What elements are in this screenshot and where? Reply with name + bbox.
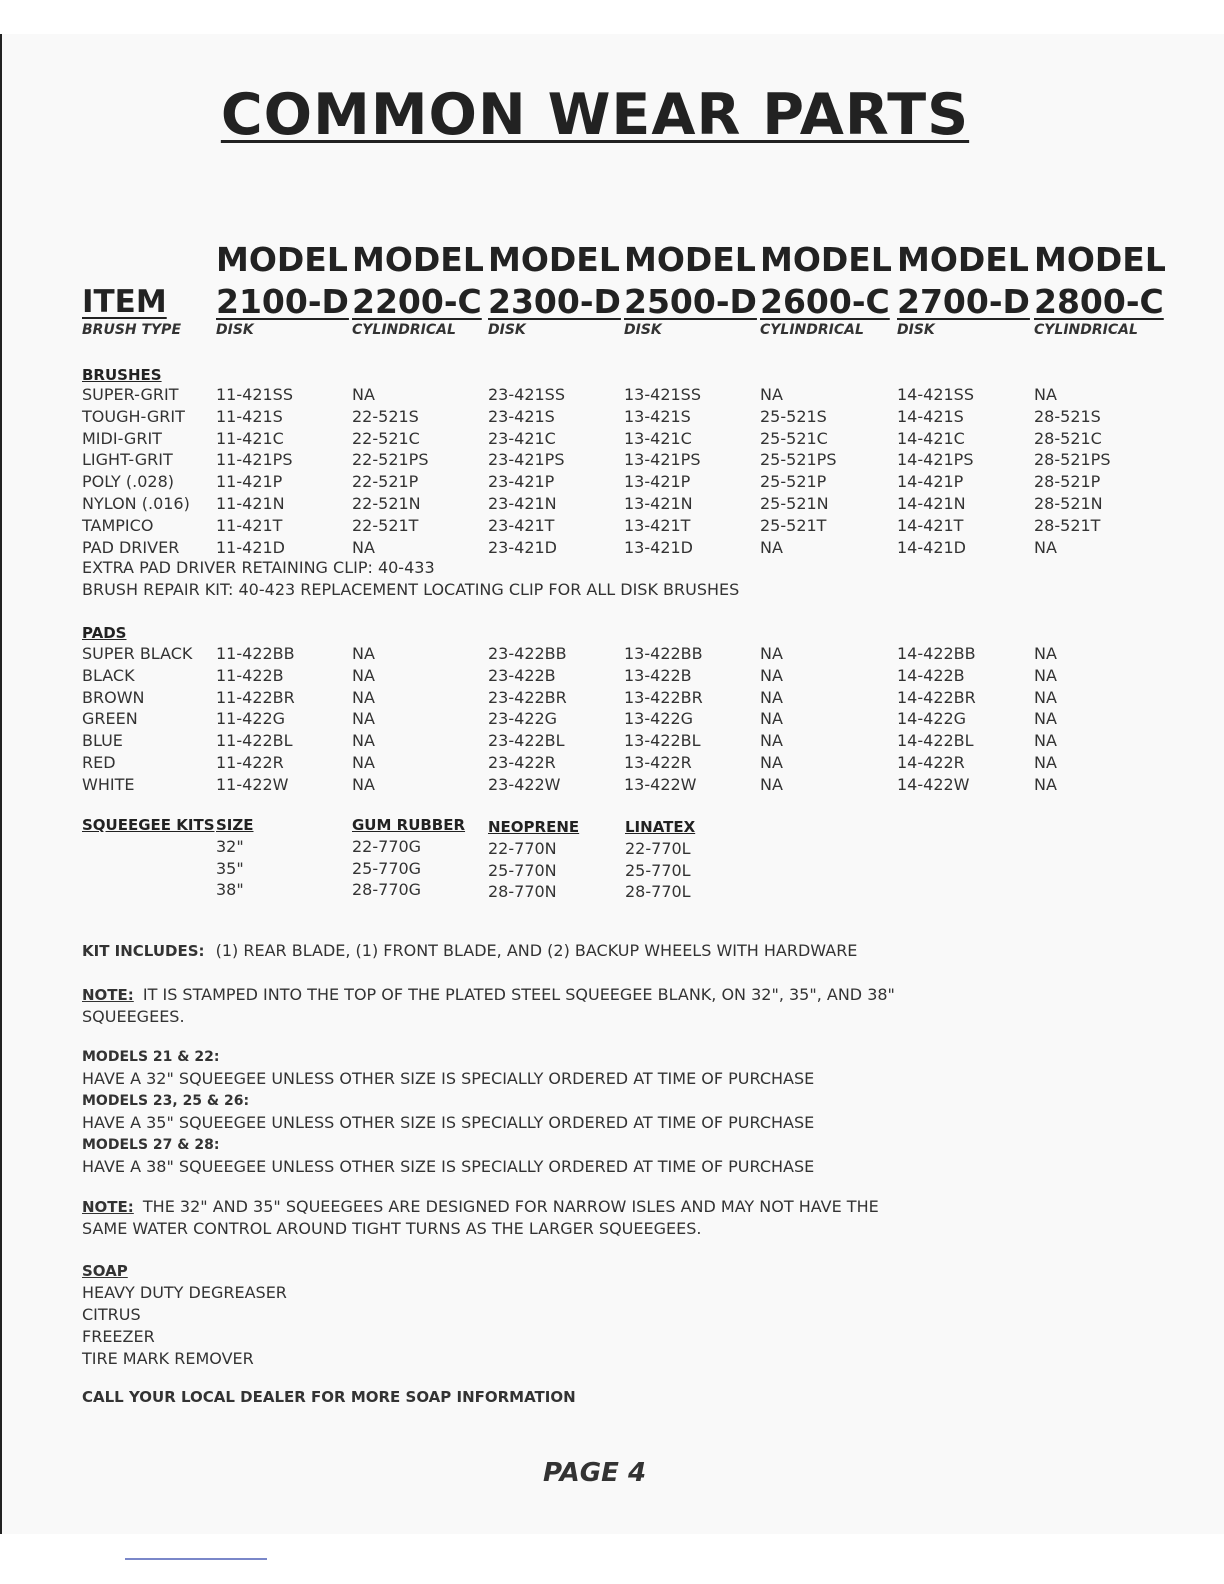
model-number-header: 2200-C <box>352 282 482 321</box>
models-21-22-label: MODELS 21 & 22: <box>82 1049 220 1065</box>
footer-link-line <box>125 1558 267 1560</box>
brush-type-value: DISK <box>216 322 254 338</box>
brush-part-number: 23-421C <box>488 428 556 448</box>
pad-part-number: 14-422BR <box>897 687 976 707</box>
soap-section <box>82 1260 287 1370</box>
model-number-header: 2800-C <box>1034 282 1164 321</box>
pad-part-number: 13-422G <box>624 709 694 729</box>
brush-part-number: 25-521S <box>760 406 827 426</box>
model-number-header: 2100-D <box>216 282 349 321</box>
brush-part-number: 28-521N <box>1034 494 1103 513</box>
pad-item-label: SUPER BLACK <box>82 644 193 663</box>
brush-part-number: 28-521PS <box>1034 450 1111 470</box>
brush-part-number: 23-421PS <box>488 450 565 470</box>
pad-part-number: 11-422R <box>216 753 284 772</box>
pad-part-number: NA <box>1034 731 1057 751</box>
pad-item-label: WHITE <box>82 774 135 794</box>
neoprene-part-number: 22-770N <box>488 839 557 858</box>
narrow-isles-note-line2: SAME WATER CONTROL AROUND TIGHT TURNS AS THE LARGER SQUEEGEES. <box>82 1219 702 1238</box>
page-left-edge <box>0 34 2 1534</box>
brush-part-number: 14-421D <box>897 537 966 557</box>
soap-item: CITRUS <box>82 1305 141 1324</box>
brush-part-number: 11-421SS <box>216 385 293 404</box>
pad-part-number: 14-422BL <box>897 731 974 751</box>
brush-part-number: 23-421D <box>488 537 557 557</box>
stamping-note-line1: IT IS STAMPED INTO THE TOP OF THE PLATED STEEL SQUEEGEE BLANK, ON 32", 35", AND 38" <box>142 985 895 1004</box>
models-27-28-text: HAVE A 38" SQUEEGEE UNLESS OTHER SIZE IS SPECIALLY ORDERED AT TIME OF PURCHASE <box>82 1157 815 1176</box>
brush-type-label: BRUSH TYPE <box>82 322 182 338</box>
kit-includes-text: (1) REAR BLADE, (1) FRONT BLADE, AND (2) BACKUP WHEELS WITH HARDWARE <box>215 941 858 960</box>
model-header-word: MODEL <box>216 240 348 279</box>
pad-item-label: GREEN <box>82 709 138 729</box>
brush-part-number: 23-421SS <box>488 385 565 404</box>
model-header-word: MODEL <box>1034 240 1166 279</box>
brush-part-number: 14-421SS <box>897 385 974 404</box>
brush-part-number: NA <box>1034 385 1057 404</box>
pad-part-number: NA <box>760 753 783 772</box>
pad-part-number: 13-422B <box>624 665 692 685</box>
pad-part-number: 14-422R <box>897 753 965 772</box>
pad-item-label: BROWN <box>82 687 145 707</box>
narrow-isles-note-line1: THE 32" AND 35" SQUEEGEES ARE DESIGNED FOR NARROW ISLES AND MAY NOT HAVE THE <box>142 1197 879 1216</box>
pad-part-number: NA <box>1034 665 1057 685</box>
pad-part-number: NA <box>760 644 783 663</box>
kit-includes-line <box>82 940 857 962</box>
pad-part-number: 13-422BL <box>624 731 701 751</box>
gum-rubber-column-header: GUM RUBBER <box>352 816 466 834</box>
brush-part-number: 13-421T <box>624 515 691 535</box>
pad-item-label: RED <box>82 753 116 772</box>
brush-item-label: LIGHT-GRIT <box>82 450 173 470</box>
pad-part-number: 11-422B <box>216 665 284 685</box>
brush-part-number: 25-521T <box>760 515 827 535</box>
neoprene-part-number: 25-770N <box>488 860 557 880</box>
brush-item-label: MIDI-GRIT <box>82 428 162 448</box>
brush-part-number: 28-521T <box>1034 515 1101 535</box>
pad-part-number: NA <box>1034 644 1057 663</box>
brush-part-number: 28-521C <box>1034 428 1102 448</box>
pad-part-number: 13-422BR <box>624 687 703 707</box>
brush-item-label: PAD DRIVER <box>82 537 180 557</box>
soap-item: HEAVY DUTY DEGREASER <box>82 1283 287 1302</box>
pad-part-number: 23-422G <box>488 709 558 729</box>
neoprene-part-number: 28-770N <box>488 882 557 901</box>
pad-part-number: 11-422BR <box>216 687 295 707</box>
brush-part-number: 13-421S <box>624 406 691 426</box>
squeegee-size: 32" <box>216 837 244 856</box>
brush-part-number: 11-421PS <box>216 450 293 470</box>
brush-part-number: NA <box>1034 537 1057 557</box>
models-27-28-label: MODELS 27 & 28: <box>82 1137 220 1153</box>
model-header-word: MODEL <box>760 240 892 279</box>
stamping-note <box>82 984 895 1028</box>
brush-part-number: 13-421C <box>624 428 692 448</box>
brush-part-number: 14-421C <box>897 428 965 448</box>
page-title: COMMON WEAR PARTS <box>220 82 970 148</box>
pad-part-number: 13-422W <box>624 774 697 794</box>
pad-part-number: NA <box>760 731 783 751</box>
neoprene-column-header: NEOPRENE <box>488 818 580 836</box>
brush-part-number: 13-421N <box>624 494 693 513</box>
pad-part-number: 14-422G <box>897 709 967 729</box>
pad-part-number: NA <box>352 774 375 794</box>
brush-part-number: 22-521S <box>352 406 419 426</box>
pad-item-label: BLUE <box>82 731 123 751</box>
pad-part-number: 23-422B <box>488 665 556 685</box>
brush-item-label: TOUGH-GRIT <box>82 406 185 426</box>
kit-includes-label: KIT INCLUDES: <box>82 942 205 960</box>
size-column-header: SIZE <box>216 816 254 834</box>
brush-item-label: TAMPICO <box>82 515 154 535</box>
brush-part-number: 28-521P <box>1034 472 1101 492</box>
pad-part-number: 23-422R <box>488 753 556 772</box>
brush-part-number: 25-521C <box>760 428 828 448</box>
model-number-header: 2500-D <box>624 282 757 321</box>
pad-part-number: 11-422BB <box>216 644 295 663</box>
brush-part-number: 28-521S <box>1034 406 1101 426</box>
pad-part-number: 23-422BL <box>488 731 565 751</box>
pad-part-number: NA <box>352 665 375 685</box>
pad-part-number: NA <box>1034 709 1057 729</box>
brush-type-value: DISK <box>624 322 662 338</box>
brush-part-number: 14-421S <box>897 406 964 426</box>
linatex-part-number: 22-770L <box>625 839 691 858</box>
squeegee-size: 38" <box>216 880 244 899</box>
pad-part-number: NA <box>1034 774 1057 794</box>
pad-part-number: 14-422W <box>897 774 970 794</box>
brush-part-number: 23-421P <box>488 472 555 492</box>
model-number-header: 2300-D <box>488 282 621 321</box>
brush-part-number: 11-421C <box>216 428 284 448</box>
brush-part-number: 22-521N <box>352 494 421 513</box>
brush-part-number: 11-421N <box>216 494 285 513</box>
brush-part-number: 22-521C <box>352 428 420 448</box>
brush-type-value: CYLINDRICAL <box>352 322 456 338</box>
brush-part-number: 11-421T <box>216 515 283 535</box>
pad-part-number: NA <box>352 687 375 707</box>
brush-part-number: 14-421PS <box>897 450 974 470</box>
note-label: NOTE: <box>82 1198 134 1216</box>
brushes-heading: BRUSHES <box>82 366 162 384</box>
soap-heading: SOAP <box>82 1262 128 1280</box>
squeegee-kits-heading: SQUEEGEE KITS <box>82 816 215 834</box>
pad-part-number: NA <box>1034 687 1057 707</box>
brush-part-number: 22-521PS <box>352 450 429 470</box>
brush-item-label: POLY (.028) <box>82 472 174 492</box>
pad-part-number: 11-422W <box>216 774 289 794</box>
brush-type-value: DISK <box>897 322 935 338</box>
note-label: NOTE: <box>82 986 134 1004</box>
pad-part-number: NA <box>760 665 783 685</box>
brush-part-number: 14-421N <box>897 494 966 513</box>
pad-driver-clip-note: EXTRA PAD DRIVER RETAINING CLIP: 40-433 <box>82 558 435 577</box>
brush-part-number: NA <box>760 537 783 557</box>
model-header-word: MODEL <box>624 240 756 279</box>
model-header-word: MODEL <box>897 240 1029 279</box>
models-23-25-26-label: MODELS 23, 25 & 26: <box>82 1093 250 1109</box>
brush-part-number: 11-421D <box>216 537 285 557</box>
model-header-word: MODEL <box>488 240 620 279</box>
brush-part-number: 14-421P <box>897 472 964 492</box>
soap-item: FREEZER <box>82 1327 155 1346</box>
brush-part-number: 13-421P <box>624 472 691 492</box>
pad-part-number: NA <box>352 709 375 729</box>
brush-item-label: SUPER-GRIT <box>82 385 179 404</box>
gum-rubber-part-number: 25-770G <box>352 858 422 878</box>
brush-part-number: 23-421S <box>488 406 555 426</box>
brush-part-number: NA <box>760 385 783 404</box>
brush-part-number: 13-421SS <box>624 385 701 404</box>
pad-part-number: 23-422BB <box>488 644 567 663</box>
brush-repair-kit-note: BRUSH REPAIR KIT: 40-423 REPLACEMENT LOCATING CLIP FOR ALL DISK BRUSHES <box>82 580 740 599</box>
brush-type-value: CYLINDRICAL <box>1034 322 1138 338</box>
pad-part-number: 13-422BB <box>624 644 703 663</box>
brush-part-number: 14-421T <box>897 515 964 535</box>
pad-part-number: NA <box>1034 753 1057 772</box>
brush-part-number: 13-421D <box>624 537 693 557</box>
brush-part-number: 11-421P <box>216 472 283 492</box>
stamping-note-line2: SQUEEGEES. <box>82 1007 185 1026</box>
page-number: PAGE 4 <box>543 1458 647 1488</box>
brush-part-number: 13-421PS <box>624 450 701 470</box>
call-dealer-text: CALL YOUR LOCAL DEALER FOR MORE SOAP INFORMATION <box>82 1388 576 1406</box>
brush-part-number: 25-521P <box>760 472 827 492</box>
brush-part-number: 23-421N <box>488 494 557 513</box>
pad-part-number: NA <box>760 709 783 729</box>
brush-part-number: NA <box>352 385 375 404</box>
pad-part-number: NA <box>352 731 375 751</box>
brush-part-number: 22-521P <box>352 472 419 492</box>
brush-part-number: 23-421T <box>488 515 555 535</box>
brush-part-number: 25-521N <box>760 494 829 513</box>
brush-type-value: CYLINDRICAL <box>760 322 864 338</box>
brush-part-number: 11-421S <box>216 406 283 426</box>
brush-part-number: NA <box>352 537 375 557</box>
model-number-header: 2600-C <box>760 282 890 321</box>
brush-item-label: NYLON (.016) <box>82 494 190 513</box>
pad-part-number: NA <box>760 687 783 707</box>
pads-heading: PADS <box>82 624 127 642</box>
squeegee-size: 35" <box>216 858 244 878</box>
gum-rubber-part-number: 28-770G <box>352 880 422 899</box>
pad-part-number: 14-422B <box>897 665 965 685</box>
pad-part-number: 11-422G <box>216 709 286 729</box>
pad-part-number: NA <box>352 753 375 772</box>
model-number-header: 2700-D <box>897 282 1030 321</box>
soap-item: TIRE MARK REMOVER <box>82 1349 254 1368</box>
brush-type-value: DISK <box>488 322 526 338</box>
pad-part-number: NA <box>352 644 375 663</box>
pad-part-number: 11-422BL <box>216 731 293 751</box>
brush-part-number: 22-521T <box>352 515 419 535</box>
item-column-header: ITEM <box>82 284 167 320</box>
models-23-25-26-text: HAVE A 35" SQUEEGEE UNLESS OTHER SIZE IS SPECIALLY ORDERED AT TIME OF PURCHASE <box>82 1113 815 1132</box>
pad-part-number: 14-422BB <box>897 644 976 663</box>
model-squeegee-notes <box>82 1046 814 1178</box>
model-header-word: MODEL <box>352 240 484 279</box>
pad-part-number: 13-422R <box>624 753 692 772</box>
linatex-column-header: LINATEX <box>625 818 696 836</box>
pad-item-label: BLACK <box>82 665 135 685</box>
pad-part-number: NA <box>760 774 783 794</box>
models-21-22-text: HAVE A 32" SQUEEGEE UNLESS OTHER SIZE IS SPECIALLY ORDERED AT TIME OF PURCHASE <box>82 1069 815 1088</box>
narrow-isles-note <box>82 1196 879 1240</box>
pad-part-number: 23-422W <box>488 774 561 794</box>
pad-part-number: 23-422BR <box>488 687 567 707</box>
brush-part-number: 25-521PS <box>760 450 837 470</box>
linatex-part-number: 25-770L <box>625 860 691 880</box>
gum-rubber-part-number: 22-770G <box>352 837 422 856</box>
linatex-part-number: 28-770L <box>625 882 691 901</box>
